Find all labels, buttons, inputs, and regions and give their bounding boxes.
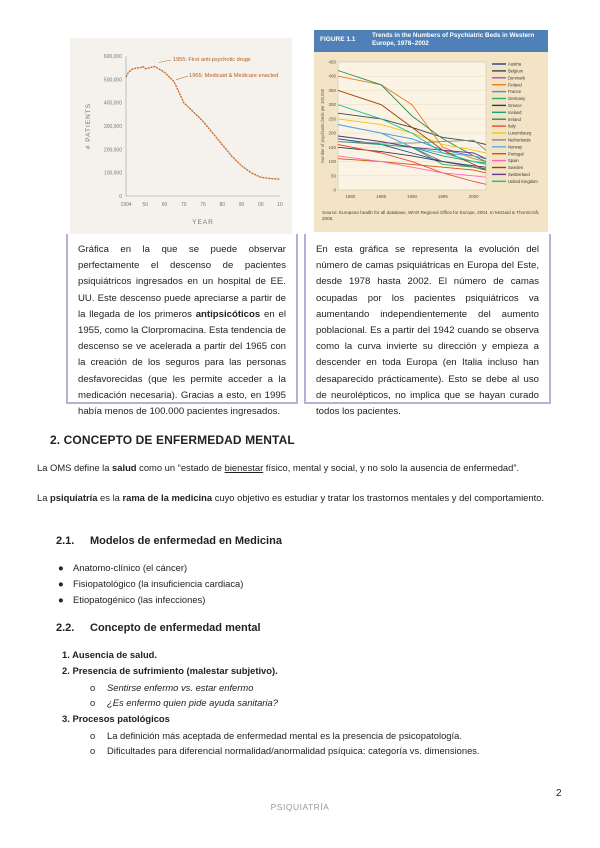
y-tick-label: 100,000	[103, 170, 122, 177]
y-tick-label: 500,000	[103, 77, 122, 84]
y-tick-label: 400,000	[103, 100, 122, 107]
y-tick-label: 300,000	[103, 124, 122, 130]
sub-bullet-icon: o	[90, 745, 96, 756]
y-axis-label: # PATIENTS	[85, 102, 92, 150]
right-caption	[304, 234, 551, 418]
sub-item-text: ¿Es enfermo quien pide ayuda sanitaria?	[107, 697, 278, 708]
list-item-text: Fisiopatológico (la insuficiencia cardiaca)	[73, 578, 244, 589]
right-caption-text: En esta gráfica se representa la evolución del número de camas psiquiátricas en Europa del Este, desde 1978 hasta 2002. El número de camas ocupadas por los pacientes psiquiátricos va aumentando independientemente del aumento poblacional. Es a partir del 1942 cuando se observa como la curva invierte su dirección y empieza a descender en toda Europa (en Italia incluso han desaparecido prácticamente). Esto se debe al uso de neurolépticos, no implica que se hayan curado todos los pacientes.	[316, 244, 539, 418]
figure-label: FIGURE 1.1	[320, 36, 356, 43]
annotation-leader	[159, 60, 171, 63]
x-tick-label: 00	[257, 202, 264, 208]
list-item-text: Etiopatogénico (las infecciones)	[73, 594, 206, 605]
europe-beds-figure	[314, 30, 548, 232]
europe-beds-plot	[314, 54, 548, 224]
patients-line	[126, 67, 280, 180]
y-tick-label: 350	[328, 87, 336, 93]
left-caption	[66, 234, 298, 418]
legend-label: Denmark	[508, 75, 525, 81]
sub-bullet-icon: o	[90, 697, 96, 708]
list-item	[58, 592, 64, 608]
legend-label: Norway	[508, 144, 523, 150]
y-tick-label: 0	[119, 194, 122, 200]
y-tick-label: 600,000	[103, 54, 122, 60]
y-tick-label: 200	[328, 130, 336, 136]
subsection-2-2-number: 2.2.	[56, 622, 75, 634]
figure-source: Source: European health for all database, WHO Regional Office for Europe, 2004. In McDaid & Thornicroft, 2005.	[322, 210, 540, 221]
numbered-item	[62, 663, 278, 679]
caption-part-2: en el 1955, como la Clorpromacina. Esta tendencia de descenso se ve acelerada a partir del 1965 con la creación de los seguros para las personas desfavorecidas (que les permite acceder a la medicación necesaria). Gracias a esto, en 1995 había menos de 100.000 pacientes ingresados.	[78, 308, 286, 418]
us-patients-chart	[70, 38, 292, 234]
sub-bullet-icon: o	[90, 730, 96, 741]
bullet-icon: ●	[58, 594, 64, 605]
legend-label: France	[508, 89, 522, 95]
legend-label: Netherlands	[508, 137, 531, 143]
sub-item-text: La definición más aceptada de enfermedad mental es la presencia de psicopatología.	[107, 730, 462, 741]
sub-bullet-icon: o	[90, 682, 96, 693]
subsection-2-1-number: 2.1.	[56, 535, 75, 547]
oms-bold: salud	[112, 462, 137, 473]
numbered-item	[62, 711, 170, 727]
legend-label: Spain	[508, 158, 519, 164]
legend-label: Greece	[508, 103, 522, 108]
legend-label: Belgium	[508, 68, 524, 74]
y-tick-label: 400	[328, 73, 336, 79]
oms-definition	[37, 461, 565, 475]
figure-title: Trends in the Numbers of Psychiatric Beds in Western Europe, 1978–2002	[372, 32, 535, 47]
figure-header	[314, 30, 548, 52]
oms-post: físico, mental y social, y no solo la ausencia de enfermedad”.	[263, 462, 520, 473]
x-tick-label: 80	[219, 202, 226, 208]
x-tick-label: 2000	[468, 194, 479, 199]
item-number: 2.	[62, 665, 70, 676]
sub-item-text: Sentirse enfermo vs. estar enfermo	[107, 682, 254, 693]
y-axis-label: Number of psychiatric beds per 100,000	[320, 88, 325, 164]
x-tick-label: 90	[238, 202, 245, 208]
annotation-label: 1965: Medicaid & Medicare enacted	[189, 73, 279, 79]
y-tick-label: 250	[328, 116, 336, 122]
psiquiatria-definition	[37, 491, 565, 505]
subsection-2-1-title: Modelos de enfermedad en Medicina	[90, 535, 282, 547]
numbered-item	[62, 647, 157, 663]
caption-part-0: Gráfica en la que se puede observar perfectamente el descenso de pacientes psiquiátricos ingresados en un hospital de EE. UU. Este descenso puede apreciarse a partir de la llegada de los primeros	[78, 244, 286, 320]
annotation-leader	[176, 76, 188, 80]
bullet-icon: ●	[58, 578, 64, 589]
legend-label: United Kingdom	[508, 178, 538, 184]
us-patients-plot	[70, 38, 292, 234]
legend-label: Ireland	[508, 116, 521, 122]
x-axis-label: YEAR	[192, 219, 214, 226]
oms-pre: La OMS define la	[37, 462, 113, 473]
list-item-text: Anatomo-clínico (el cáncer)	[73, 562, 188, 573]
left-caption-text	[78, 244, 286, 417]
item-text: Procesos patológicos	[72, 713, 170, 724]
y-tick-label: 150	[328, 144, 336, 150]
x-tick-label: 60	[161, 202, 168, 208]
x-tick-label: 10	[277, 202, 283, 208]
x-tick-label: 75	[200, 202, 206, 208]
legend-label: Switzerland	[508, 172, 530, 177]
x-tick-label: 1995	[437, 194, 448, 199]
annotation-label: 1955: First anti-psychotic drugs	[172, 57, 251, 63]
x-tick-label: 1990	[406, 194, 418, 199]
psiq-bold2: rama de la medicina	[122, 492, 213, 503]
psiq-mid: es la	[97, 492, 123, 503]
x-tick-label: 70	[180, 202, 187, 208]
y-tick-label: 100	[328, 159, 336, 165]
y-tick-label: 50	[330, 173, 336, 179]
legend-label: Austria	[508, 61, 522, 67]
y-tick-label: 200,000	[103, 147, 122, 154]
oms-underline: bienestar	[224, 462, 264, 473]
item-number: 1.	[62, 649, 70, 660]
page-number: 2	[556, 788, 562, 799]
section-heading: 2. CONCEPTO DE ENFERMEDAD MENTAL	[50, 433, 295, 447]
x-tick-label: 1980	[345, 194, 356, 199]
item-text: Presencia de sufrimiento (malestar subjetivo).	[72, 665, 278, 676]
legend-label: Sweden	[508, 165, 524, 171]
y-tick-label: 300	[328, 102, 336, 108]
item-number: 3.	[62, 713, 70, 724]
legend-label: Luxembourg	[508, 130, 532, 136]
running-title: PSIQUIATRÍA	[270, 802, 330, 812]
legend-label: Portugal	[508, 151, 524, 157]
oms-mid: como un “estado de	[136, 462, 225, 473]
x-tick-label: 50	[142, 202, 149, 208]
subsection-2-2-title: Concepto de enfermedad mental	[90, 622, 261, 634]
plot-area	[338, 62, 486, 190]
x-tick-label: 1985	[376, 194, 387, 199]
sub-item-text: Dificultades para diferencial normalidad/anormalidad psíquica: categoría vs. dimensiones.	[107, 745, 480, 756]
psiq-post: cuyo objetivo es estudiar y tratar los trastornos mentales y del comportamiento.	[212, 492, 545, 503]
caption-part-1: antipsicóticos	[195, 308, 261, 320]
item-text: Ausencia de salud.	[72, 649, 158, 660]
y-tick-label: 0	[333, 187, 336, 193]
psiq-bold1: psiquiatría	[50, 492, 98, 503]
legend-label: Italy	[508, 123, 516, 129]
legend-label: Finland	[508, 82, 522, 88]
list-item	[58, 576, 64, 592]
bullet-icon: ●	[58, 562, 64, 573]
psiq-pre: La	[37, 492, 51, 503]
y-tick-label: 450	[328, 59, 336, 65]
legend-label: Iceland	[508, 109, 522, 115]
x-tick-label: 1904	[120, 202, 132, 208]
list-item	[58, 560, 64, 576]
legend-label: Germany	[508, 96, 526, 102]
